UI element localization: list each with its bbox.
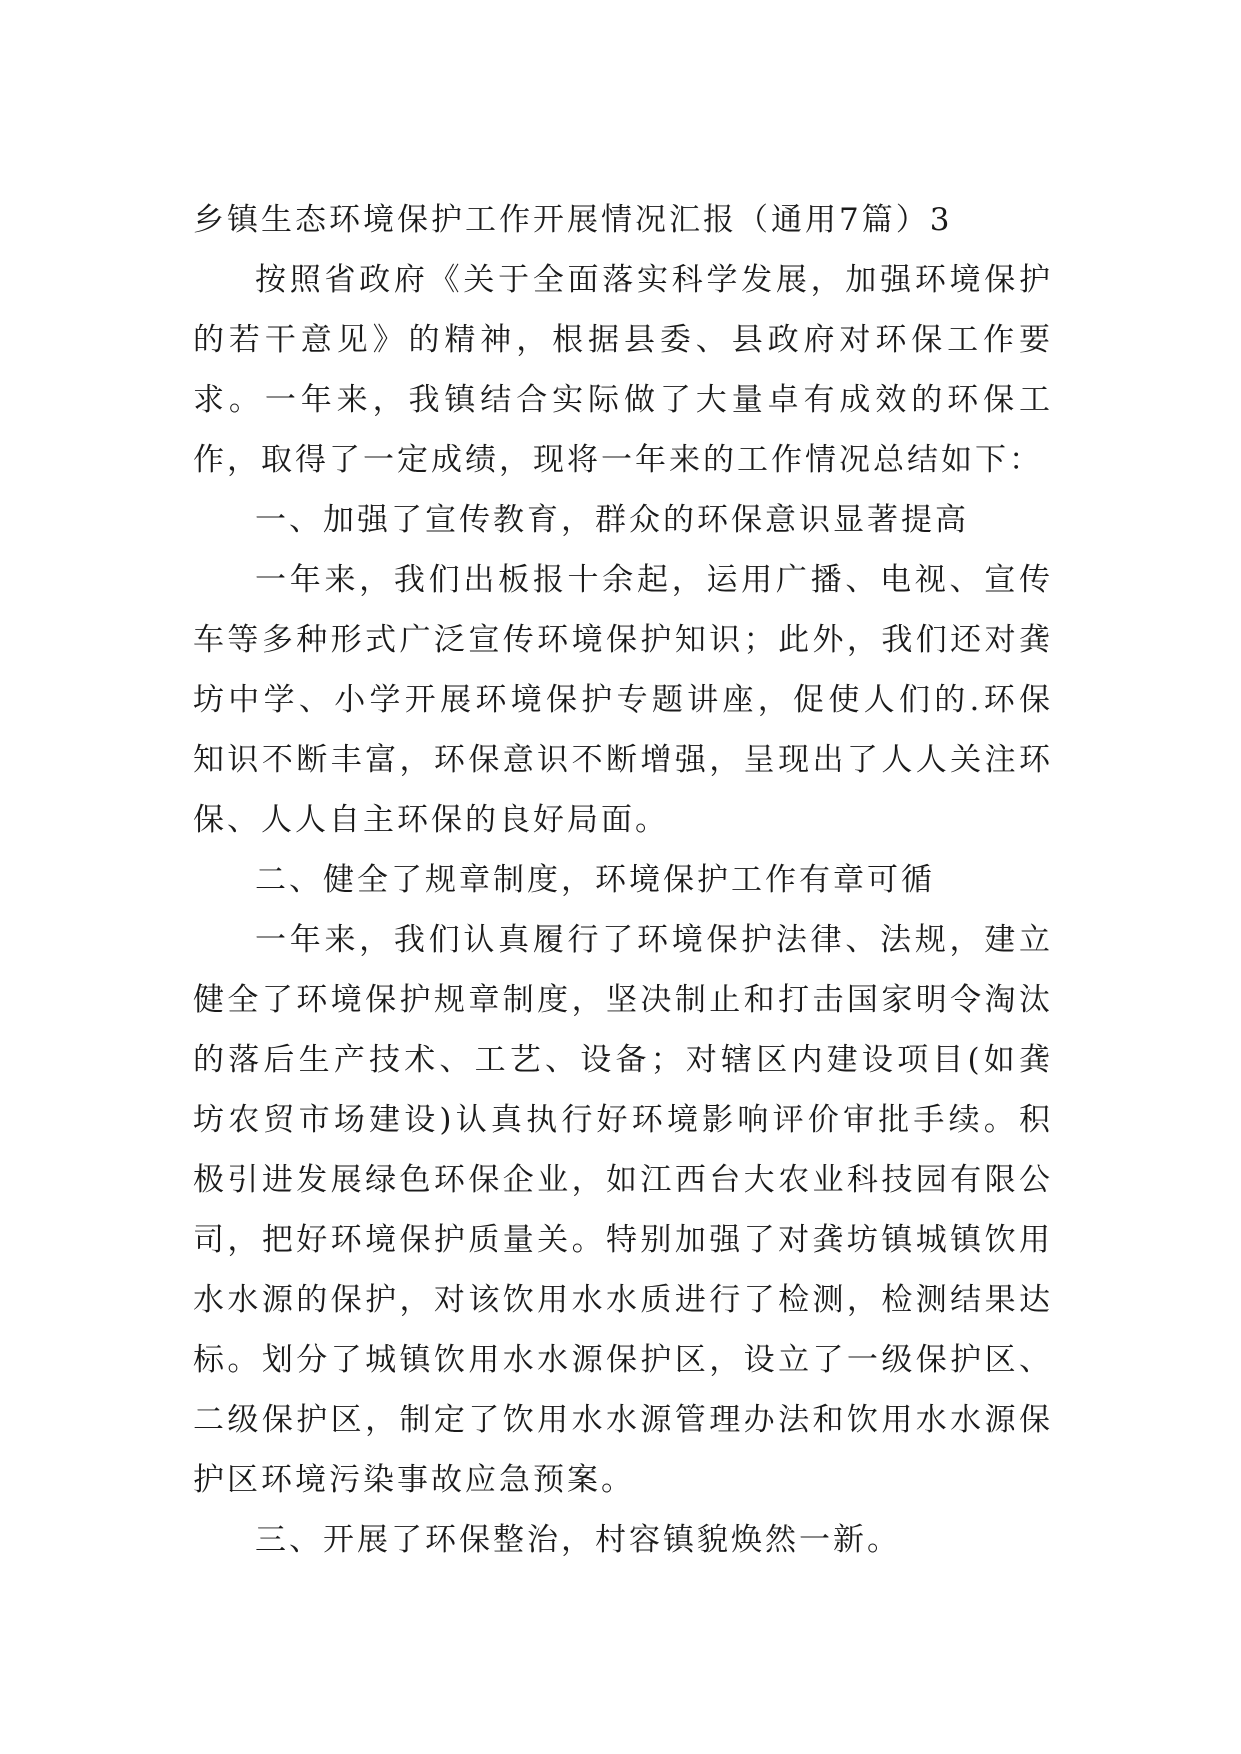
- section-heading-publicity: 一、加强了宣传教育，群众的环保意识显著提高: [255, 502, 969, 538]
- document-title: 乡镇生态环境保护工作开展情况汇报（通用7篇）3: [193, 202, 953, 238]
- paragraph-intro: 按照省政府《关于全面落实科学发展，加强环境保护的若干意见》的精神，根据县委、县政府对环保工作要求。一年来，我镇结合实际做了大量卓有成效的环保工作，取得了一定成绩，现将一年来的工作情况总结如下：: [193, 262, 1053, 478]
- paragraph-publicity: 一年来，我们出板报十余起，运用广播、电视、宣传车等多种形式广泛宣传环境保护知识；此外，我们还对龚坊中学、小学开展环境保护专题讲座，促使人们的.环保知识不断丰富，环保意识不断增强，呈现出了人人关注环保、人人自主环保的良好局面。: [193, 562, 1053, 838]
- section-heading-rectification: 三、开展了环保整治，村容镇貌焕然一新。: [255, 1522, 901, 1558]
- paragraph-regulations: 一年来，我们认真履行了环境保护法律、法规，建立健全了环境保护规章制度，坚决制止和打击国家明令淘汰的落后生产技术、工艺、设备；对辖区内建设项目(如龚坊农贸市场建设)认真执行好环境影响评价审批手续。积极引进发展绿色环保企业，如江西台大农业科技园有限公司，把好环境保护质量关。特别加强了对龚坊镇城镇饮用水水源的保护，对该饮用水水质进行了检测，检测结果达标。划分了城镇饮用水水源保护区，设立了一级保护区、二级保护区，制定了饮用水水源管理办法和饮用水水源保护区环境污染事故应急预案。: [193, 922, 1053, 1498]
- document-body: [193, 190, 1053, 1570]
- section-heading-regulations: 二、健全了规章制度，环境保护工作有章可循: [255, 862, 935, 898]
